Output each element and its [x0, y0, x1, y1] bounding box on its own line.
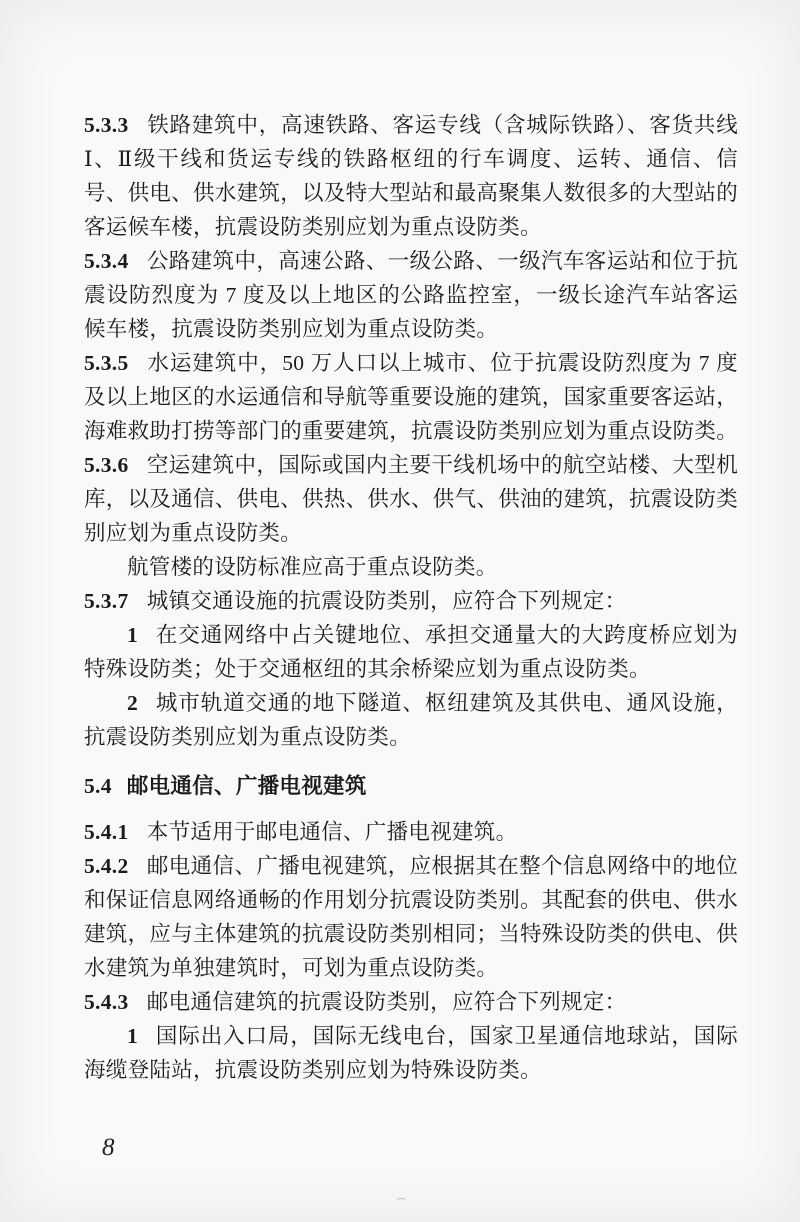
- page-number: 8: [102, 1134, 115, 1161]
- item-text: 城市轨道交通的地下隧道、枢纽建筑及其供电、通风设施，抗震设防类别应划为重点设防类。: [84, 691, 738, 749]
- note-text: 航管楼的设防标准应高于重点设防类。: [127, 555, 498, 579]
- clause-5-4-2: [84, 849, 738, 985]
- clause-text: 城镇交通设施的抗震设防类别，应符合下列规定：: [146, 589, 627, 613]
- item-number: 2: [127, 691, 139, 715]
- clause-5-4-3: [84, 985, 738, 1019]
- list-item-2: [84, 686, 738, 754]
- clause-5-3-5: [84, 346, 738, 448]
- clause-number: 5.3.6: [84, 453, 129, 477]
- clause-number: 5.3.4: [84, 249, 129, 273]
- clause-number: 5.3.3: [84, 113, 129, 137]
- item-text: 在交通网络中占关键地位、承担交通量大的大跨度桥应划为特殊设防类；处于交通枢纽的其余桥梁应划为重点设防类。: [84, 623, 738, 681]
- item-number: 1: [127, 1024, 139, 1048]
- clause-number: 5.4.1: [84, 820, 129, 844]
- clause-5-3-7: [84, 584, 738, 618]
- list-item-1b: [84, 1019, 738, 1087]
- clause-text: 本节适用于邮电通信、广播电视建筑。: [146, 820, 518, 844]
- clause-5-3-6: [84, 448, 738, 550]
- item-text: 国际出入口局，国际无线电台，国家卫星通信地球站，国际海缆登陆站，抗震设防类别应划为特殊设防类。: [84, 1024, 738, 1082]
- section-heading-5-4: [84, 769, 738, 803]
- clause-text: 铁路建筑中，高速铁路、客运专线（含城际铁路）、客货共线Ⅰ、Ⅱ级干线和货运专线的铁路枢纽的行车调度、运转、通信、信号、供电、供水建筑，以及特大型站和最高聚集人数很多的大型站的客运候车楼，抗震设防类别应划为重点设防类。: [84, 113, 739, 239]
- clause-text: 水运建筑中，50 万人口以上城市、位于抗震设防烈度为 7 度及以上地区的水运通信和导航等重要设施的建筑，国家重要客运站，海难救助打捞等部门的重要建筑，抗震设防类别应划为重点设防类。: [84, 351, 739, 443]
- clause-number: 5.3.5: [84, 351, 129, 375]
- clause-text: 公路建筑中，高速公路、一级公路、一级汽车客运站和位于抗震设防烈度为 7 度及以上地区的公路监控室，一级长途汽车站客运候车楼，抗震设防类别应划为重点设防类。: [84, 249, 738, 341]
- clause-text: 邮电通信、广播电视建筑，应根据其在整个信息网络中的地位和保证信息网络通畅的作用划分抗震设防类别。其配套的供电、供水建筑，应与主体建筑的抗震设防类别相同；当特殊设防类的供电、供水建筑为单独建筑时，可划为重点设防类。: [84, 854, 739, 980]
- clause-5-4-1: [84, 815, 738, 849]
- item-number: 1: [127, 623, 139, 647]
- scan-artifact: [396, 1198, 406, 1204]
- heading-number: 5.4: [84, 774, 112, 798]
- list-item-1: [84, 618, 738, 686]
- heading-text: 邮电通信、广播电视建筑: [126, 774, 367, 798]
- clause-text: 空运建筑中，国际或国内主要干线机场中的航空站楼、大型机库，以及通信、供电、供热、供水、供气、供油的建筑，抗震设防类别应划为重点设防类。: [84, 453, 739, 545]
- clause-5-3-3: [84, 108, 738, 244]
- clause-5-3-4: [84, 244, 738, 346]
- clause-number: 5.4.3: [84, 990, 129, 1014]
- clause-number: 5.3.7: [84, 589, 129, 613]
- page-content: [84, 108, 738, 1087]
- clause-text: 邮电通信建筑的抗震设防类别，应符合下列规定：: [146, 990, 627, 1014]
- note-paragraph: [84, 550, 738, 584]
- clause-number: 5.4.2: [84, 854, 129, 878]
